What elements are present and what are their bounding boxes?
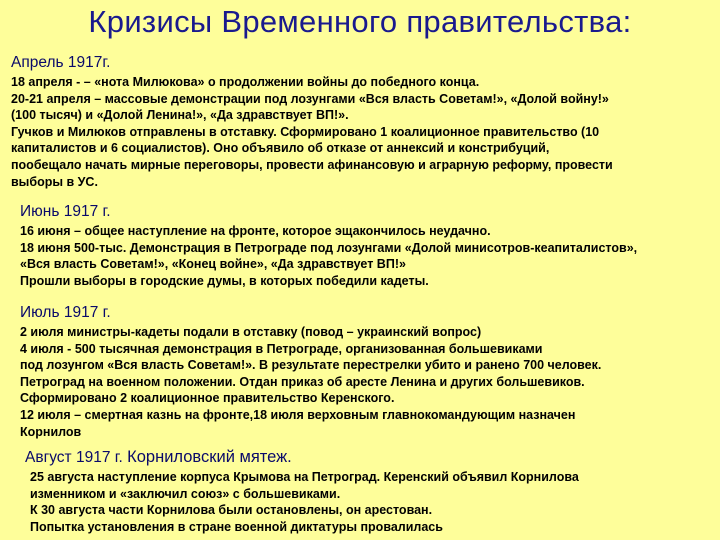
text-line: 16 июня – общее наступление на фронте, которое эщакончилось неудачно.: [20, 224, 491, 238]
text-line: Прошли выборы в городские думы, в которых победили кадеты.: [20, 273, 429, 288]
text-line: капиталистов и 6 социалистов). Оно объявило об отказе от аннексий и констрибуций,: [11, 141, 550, 156]
text-line: 2 июля министры-кадеты подали в отставку (повод – украинский вопрос): [20, 325, 482, 339]
section-heading: Июнь 1917 г.: [20, 203, 111, 220]
text-line: 20-21 апреля – массовые демонстрации под лозунгами «Вся власть Советам!», «Долой войну!»: [11, 91, 609, 106]
text-line: 12 июля – смертная казнь на фронте,18 июля верховным главнокомандующим назначен: [20, 407, 576, 422]
text-line: выборы в УС.: [11, 174, 98, 189]
section-august: [0, 448, 720, 535]
section-june: [0, 203, 720, 289]
section-body: [0, 324, 720, 440]
text-line: К 30 августа части Корнилова были остановлены, он арестован.: [30, 503, 433, 518]
section-heading: Апрель 1917г.: [11, 54, 111, 71]
section-body: [0, 223, 720, 289]
text-line: Попытка установления в стране военной диктатуры провалилась: [30, 519, 443, 534]
text-line: изменником и «заключил союз» с большевиками.: [30, 486, 341, 501]
text-line: Корнилов: [20, 424, 82, 439]
text-line: 25 августа наступление корпуса Крымова на Петроград. Керенский объявил Корнилова: [30, 470, 579, 484]
section-heading: [0, 448, 720, 467]
text-line: пообещало начать мирные переговоры, провести афинансовую и аграрную реформу, провести: [11, 157, 613, 172]
text-line: (100 тысяч) и «Долой Ленина!», «Да здравствует ВП!».: [11, 108, 349, 123]
section-heading-date: Август 1917 г.: [25, 449, 123, 466]
text-line: Петроград на военном положении. Отдан приказ об аресте Ленина и других большевиков.: [20, 374, 585, 389]
text-line: 18 апреля - – «нота Милюкова» о продолжении войны до победного конца.: [11, 75, 480, 89]
slide-title: Кризисы Временного правительства:: [88, 4, 632, 39]
section-april: [0, 54, 720, 190]
section-body: [0, 74, 720, 190]
text-line: Сформировано 2 коалиционное правительство Керенского.: [20, 391, 395, 406]
text-line: 4 июля - 500 тысячная демонстрация в Петрограде, организованная большевиками: [20, 341, 543, 356]
text-line: под лозунгом «Вся власть Советам!». В результате перестрелки убито и ранено 700 человек.: [20, 358, 602, 373]
section-heading-event: Корниловский мятеж.: [127, 448, 292, 466]
section-heading: Июль 1917 г.: [20, 304, 111, 321]
section-body: [0, 469, 720, 535]
text-line: Гучков и Милюков отправлены в отставку. Сформировано 1 коалиционное правительство (10: [11, 124, 600, 139]
text-line: «Вся власть Советам!», «Конец войне», «Да здравствует ВП!»: [20, 257, 406, 272]
text-line: 18 июня 500-тыс. Демонстрация в Петрограде под лозунгами «Долой минисотров-кеапиталистов»,: [20, 240, 638, 255]
section-july: [0, 304, 720, 440]
